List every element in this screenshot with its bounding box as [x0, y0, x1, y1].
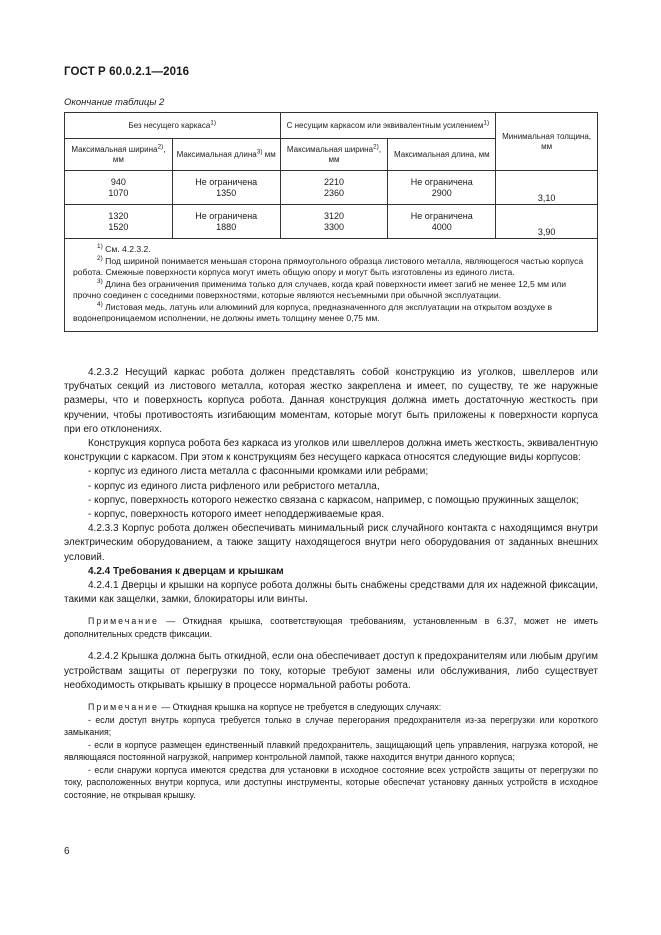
list-item: - корпус, поверхность которого имеет неподдерживаемые края. [88, 509, 385, 521]
paragraph: 4.2.3.2 Несущий каркас робота должен представлять собой конструкцию из уголков, швеллеров или трубчатых секций из листового металла, которая жестко закреплена и имеет, по существу, те же наружные размеры, что и поверхность корпуса робота. Данная конструкция должна иметь достаточную жесткость при кручении, чтобы противостоять изгибающим моментам, которые могут быть приложены к поверхности корпуса при его отклонениях. [64, 367, 598, 435]
table-cell: Не ограничена 2900 [388, 171, 496, 205]
table-header-row [65, 113, 598, 139]
footnote: $^{2)}$ Под шириной понимается меньшая сторона прямоугольного образца листового металла, являющегося частью корпуса робота. Смежные поверхности корпуса могут иметь общую опору и могут быть изготовлены из единого листа. [73, 254, 584, 277]
list-item: - корпус, поверхность которого нежестко связана с каркасом, например, с помощью пружинных защелок; [88, 494, 579, 506]
footnote: $^{1)}$ См. 4.2.3.2. [97, 243, 151, 254]
table-cell: 1320 1520 [65, 205, 173, 239]
group-header-no-frame: Без несущего каркаса$^{1)}$ [65, 113, 281, 139]
paragraph: Конструкция корпуса робота без каркаса из уголков или швеллеров должна иметь жесткость, эквивалентную конструкции с каркасом. При этом к конструкциям без несущего каркаса относятся следующие виды корпусов: [64, 438, 598, 464]
list-item: - корпус из единого листа рифленого или ребристого металла, [88, 480, 380, 492]
note: Примечание — Откидная крышка на корпусе не требуется в следующих случаях: [88, 702, 442, 713]
group-header-with-frame: С несущим каркасом или эквивалентным усилением$^{1)}$ [280, 113, 496, 139]
note-item: - если снаружи корпуса имеются средства для установки в исходное состояние всех устройств защиты от перегрузки по току, расположенных внутри корпуса, или доступны инструменты, которые обеспечат установку данных устройств в исходное состояние, не открывая крышку. [64, 764, 598, 800]
table-cell: Не ограничена 4000 [388, 205, 496, 239]
footnote: $^{3)}$ Длина без ограничения применима только для случаев, когда край поверхности имеет загиб не менее 12,5 мм или прочно соединен с соседними поверхностями, которые являются несъемными при обычной эксплуатации. [73, 277, 567, 300]
table-row [65, 205, 598, 239]
table-row [65, 171, 598, 205]
table-footnotes-row [65, 239, 598, 332]
table-cell: Не ограничена 1350 [172, 171, 280, 205]
table-cell: 3120 3300 [280, 205, 388, 239]
table-caption: Окончание таблицы 2 [64, 97, 165, 108]
header-max-length: Максимальная длина, мм [388, 139, 496, 171]
standard-header: ГОСТ Р 60.0.2.1—2016 [64, 66, 190, 78]
paragraph: 4.2.4.2 Крышка должна быть откидной, если она обеспечивает доступ к предохранителям или любым другим устройствам защиты от перегрузки по току, которые требуют замены или обслуживания, либо существует необходимость открывать крышку в процессе нормальной работы робота. [64, 651, 598, 691]
table-cell: 3,90 [496, 205, 598, 239]
note-item: - если доступ внутрь корпуса требуется только в случае перегорания предохранителя из-за перегрузки или короткого замыкания; [64, 714, 598, 738]
header-max-width: Максимальная ширина$^{2)}$, мм [65, 139, 173, 171]
table-cell: Не ограничена 1880 [172, 205, 280, 239]
section-heading: 4.2.4 Требования к дверцам и крышкам [88, 565, 284, 577]
body-text [64, 366, 598, 801]
paragraph: 4.2.4.1 Дверцы и крышки на корпусе робота должны быть снабжены средствами для их надежной фиксации, такими как защелки, замки, блокираторы или винты. [64, 580, 598, 606]
paragraph: 4.2.3.3 Корпус робота должен обеспечивать минимальный риск случайного контакта с находящимся внутри электрическим оборудованием, а также защиту находящегося внутри него оборудования от заданных внешних условий. [64, 523, 598, 563]
table-cell: 940 1070 [65, 171, 173, 205]
header-max-width: Максимальная ширина$^{2)}$, мм [280, 139, 388, 171]
header-max-length: Максимальная длина$^{3)}$ мм [172, 139, 280, 171]
spec-table [64, 112, 598, 332]
footnote: $^{4)}$ Листовая медь, латунь или алюминий для корпуса, предназначенного для эксплуатации на открытом воздухе в водонепроницаемом исполнении, не должны иметь толщину менее 0,75 мм. [73, 300, 553, 323]
table-cell: 3,10 [496, 171, 598, 205]
header-min-thickness: Минимальная толщина, мм [496, 113, 598, 171]
table-footnotes [65, 239, 598, 332]
note-item: - если в корпусе размещен единственный плавкий предохранитель, защищающий цепь управления, нагрузка которой, не являющаяся постоянной нагрузкой, например контрольной лампой, также находится внутри данного корпуса; [64, 739, 598, 763]
list-item: - корпус из единого листа металла с фасонными кромками или ребрами; [88, 466, 429, 478]
note: Примечание — Откидная крышка, соответствующая требованиям, установленным в 6.37, может не иметь дополнительных средств фиксации. [64, 616, 598, 639]
table-cell: 2210 2360 [280, 171, 388, 205]
page-number: 6 [64, 846, 70, 857]
